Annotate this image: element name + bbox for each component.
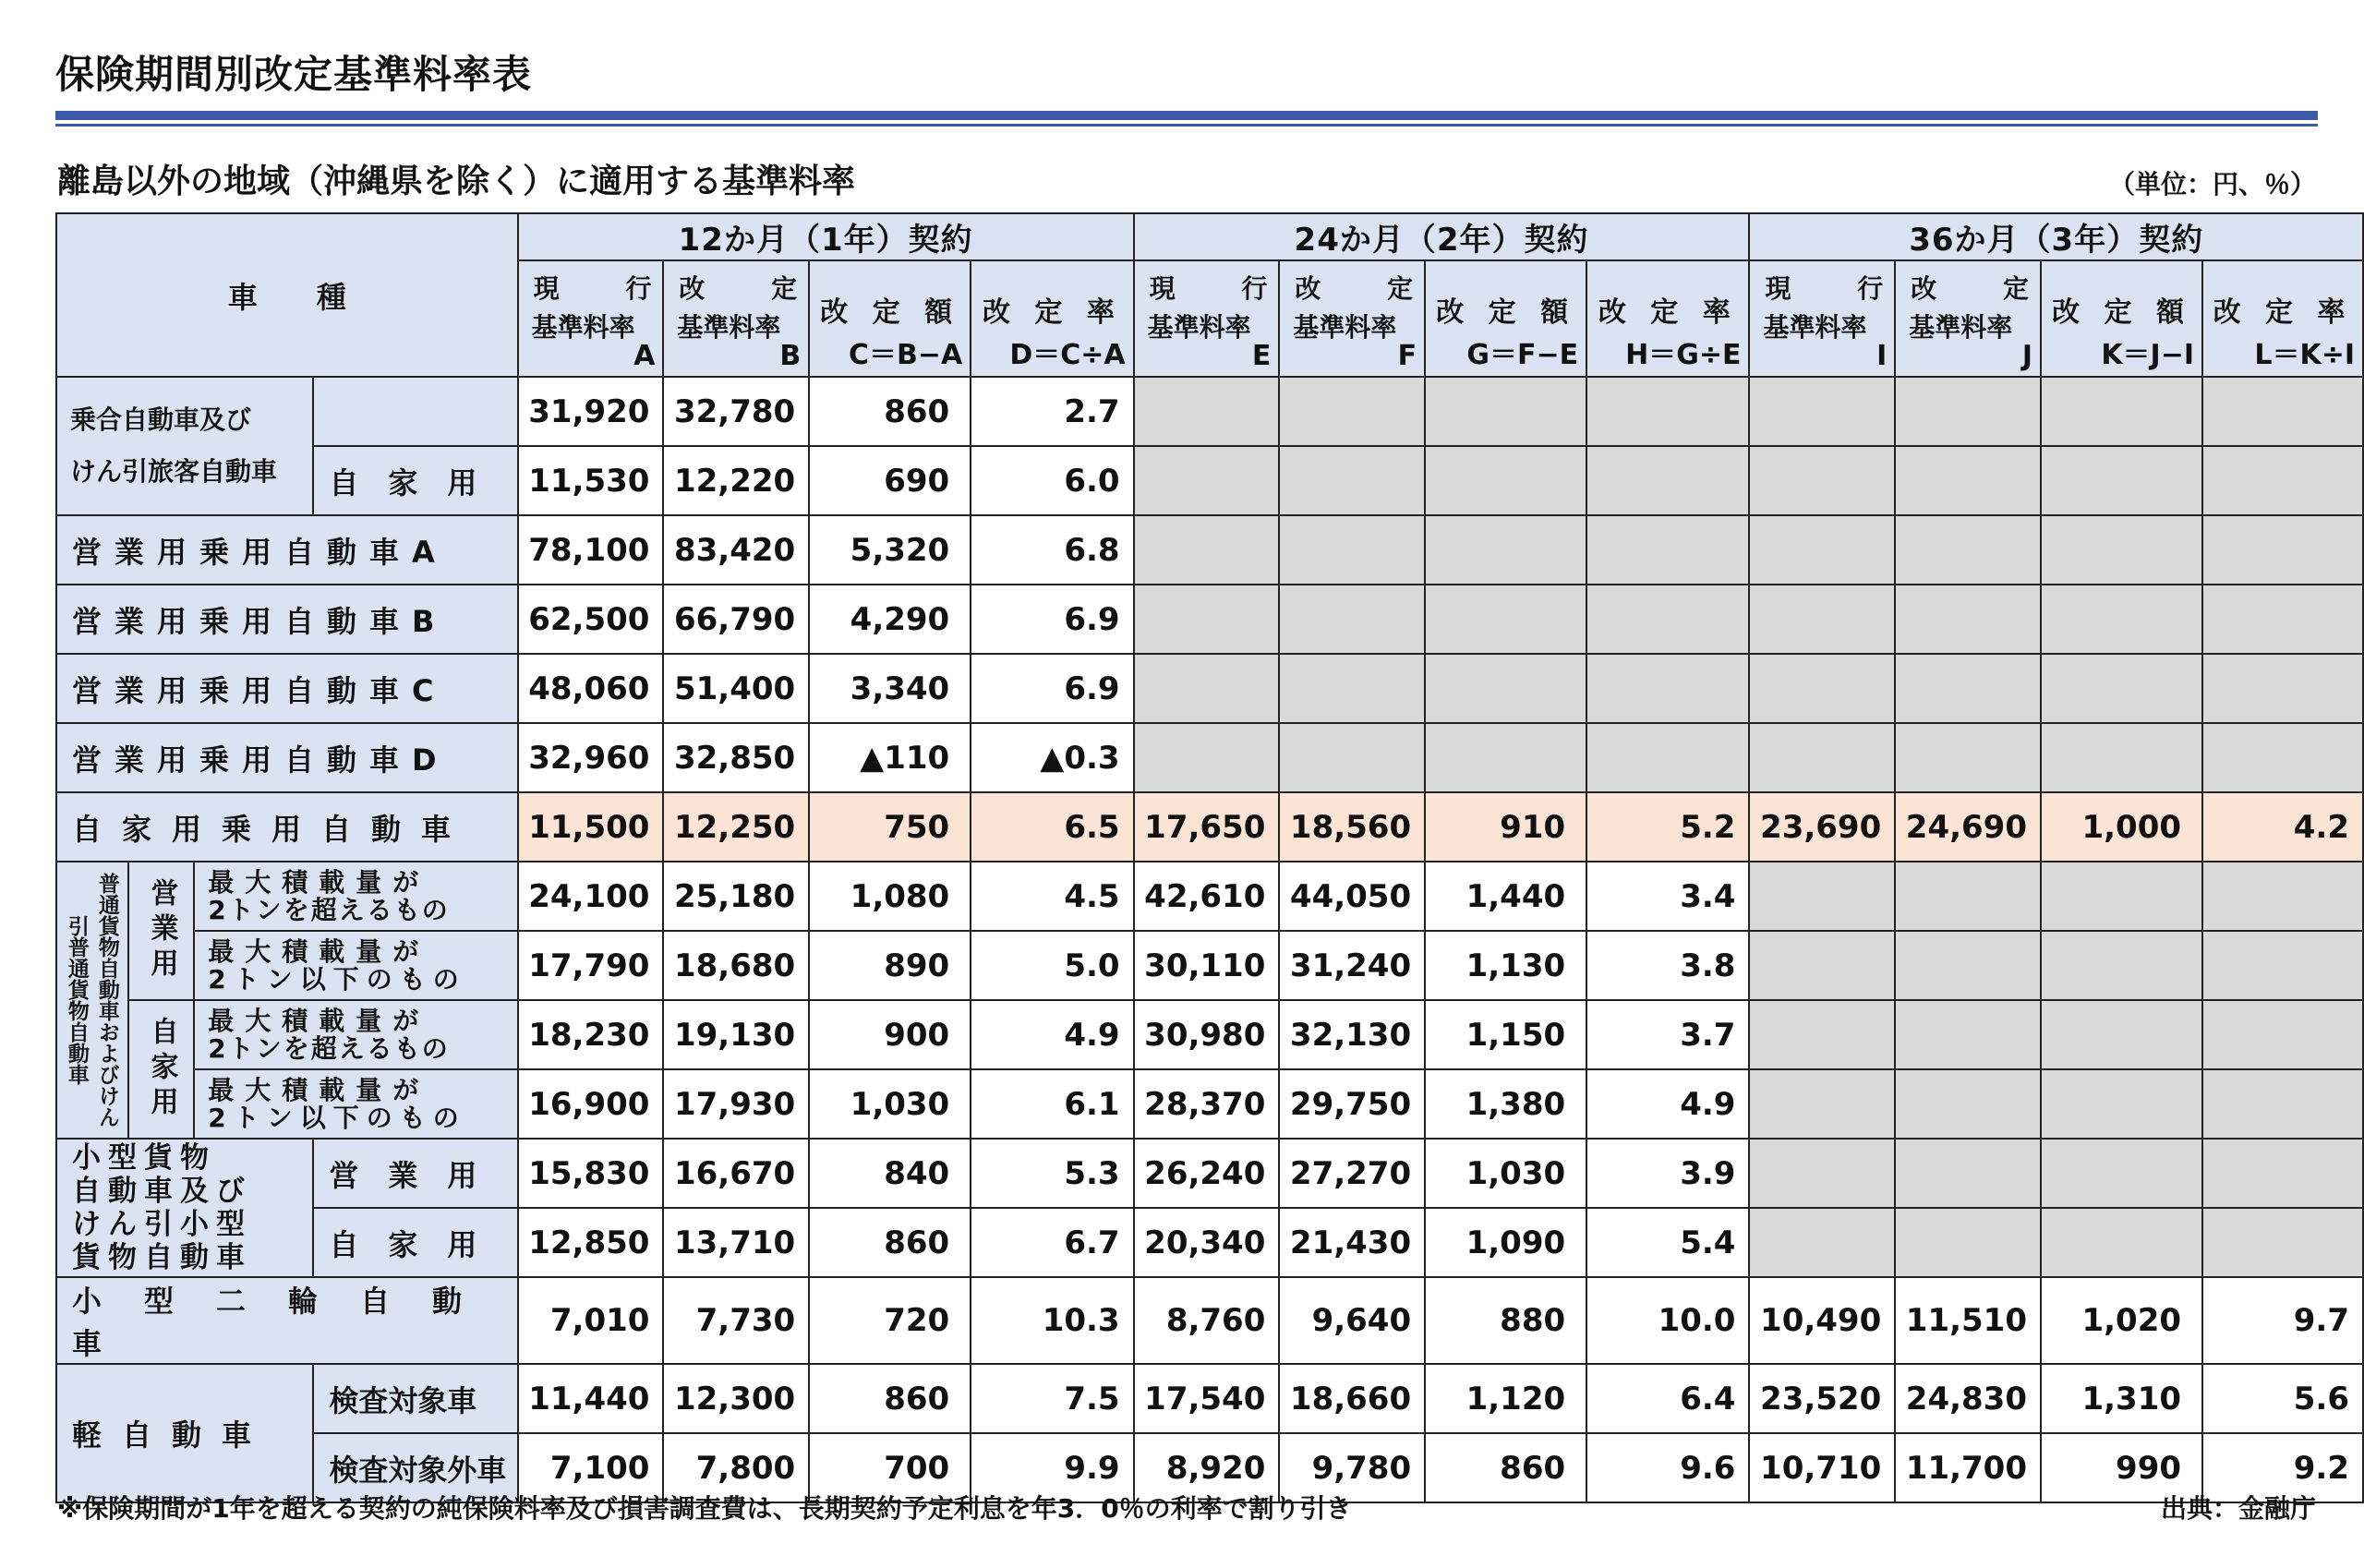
cell: 990	[2041, 1433, 2202, 1502]
cell: 24,100	[518, 862, 664, 931]
title-rule	[55, 111, 2318, 120]
unit-note: （単位：円、％）	[2108, 169, 2316, 199]
cell: 30,980	[1134, 1000, 1280, 1069]
cell: 24,690	[1895, 792, 2041, 862]
col-e-header: 現 行 基準料率 E	[1134, 260, 1280, 377]
cell: 17,650	[1134, 792, 1280, 862]
cell: 880	[1425, 1277, 1586, 1364]
cell: 9.7	[2202, 1277, 2363, 1364]
cell: 9.2	[2202, 1433, 2363, 1502]
cell: 15,830	[518, 1139, 664, 1208]
cell: 720	[809, 1277, 971, 1364]
cell: 1,030	[1425, 1139, 1586, 1208]
vehicle-type-header: 車 種	[56, 213, 518, 377]
cell: 5.2	[1586, 792, 1749, 862]
cell: 18,560	[1279, 792, 1425, 862]
col-h-header: 改 定 率 H＝G÷E	[1586, 260, 1749, 377]
cell: 48,060	[518, 654, 664, 723]
cell: 860	[1425, 1433, 1586, 1502]
cell: 5.3	[971, 1139, 1133, 1208]
cell: 17,930	[663, 1069, 809, 1139]
cell: 3.9	[1586, 1139, 1749, 1208]
cell: 10,710	[1749, 1433, 1895, 1502]
cell: 860	[809, 1364, 971, 1433]
col-f-header: 改 定 基準料率 F	[1279, 260, 1425, 377]
cell: 32,130	[1279, 1000, 1425, 1069]
cell: 1,310	[2041, 1364, 2202, 1433]
cell: 8,920	[1134, 1433, 1280, 1502]
cell: 13,710	[663, 1208, 809, 1277]
cell: 6.1	[971, 1069, 1133, 1139]
row-label-over-2t: 最大積載量が 2トンを超えるもの	[194, 1000, 517, 1069]
cell: 20,340	[1134, 1208, 1280, 1277]
cell: 12,300	[663, 1364, 809, 1433]
page-title: 保険期間別改定基準料率表	[55, 52, 533, 97]
cell: 10.0	[1586, 1277, 1749, 1364]
cell: 5,320	[809, 515, 971, 585]
row-label-kei-not-inspected: 検査対象外車	[313, 1433, 517, 1502]
cell: 1,000	[2041, 792, 2202, 862]
cell: 6.7	[971, 1208, 1133, 1277]
col-d-header: 改 定 率 D＝C÷A	[971, 260, 1133, 377]
row-label-truck-commercial: 営業用	[128, 862, 194, 1000]
cell: 840	[809, 1139, 971, 1208]
row-label-comm-b: 営業用乗用自動車B	[56, 585, 518, 654]
row-label-comm-a: 営業用乗用自動車A	[56, 515, 518, 585]
cell: 16,670	[663, 1139, 809, 1208]
row-label-small-commercial: 営 業 用	[313, 1139, 517, 1208]
cell: 5.0	[971, 931, 1133, 1000]
row-label-motorcycle: 小型二輪自動車	[56, 1277, 518, 1364]
cell: 18,230	[518, 1000, 664, 1069]
cell: 16,900	[518, 1069, 664, 1139]
cell: 4.9	[1586, 1069, 1749, 1139]
col-j-header: 改 定 基準料率 J	[1895, 260, 2041, 377]
cell: 17,790	[518, 931, 664, 1000]
cell: 11,440	[518, 1364, 664, 1433]
cell: 12,220	[663, 446, 809, 515]
cell: 7.5	[971, 1364, 1133, 1433]
cell: 6.4	[1586, 1364, 1749, 1433]
cell: 27,270	[1279, 1139, 1425, 1208]
row-label-kei: 軽自動車	[56, 1364, 313, 1502]
source-note: 出典：金融庁	[2160, 1493, 2316, 1524]
cell: 1,150	[1425, 1000, 1586, 1069]
cell: 3.8	[1586, 931, 1749, 1000]
cell: 31,920	[518, 377, 664, 446]
cell: 11,510	[1895, 1277, 2041, 1364]
cell: 78,100	[518, 515, 664, 585]
cell: 4,290	[809, 585, 971, 654]
cell: 2.7	[971, 377, 1133, 446]
group-36m-header: 36か月（3年）契約	[1749, 213, 2363, 260]
cell: 11,500	[518, 792, 664, 862]
cell: 4.9	[971, 1000, 1133, 1069]
cell: 28,370	[1134, 1069, 1280, 1139]
cell: 6.8	[971, 515, 1133, 585]
cell: 1,440	[1425, 862, 1586, 931]
cell: 18,660	[1279, 1364, 1425, 1433]
cell: 700	[809, 1433, 971, 1502]
cell: 9.9	[971, 1433, 1133, 1502]
col-k-header: 改 定 額 K＝J−I	[2041, 260, 2202, 377]
row-label-comm-c: 営業用乗用自動車C	[56, 654, 518, 723]
cell: 860	[809, 377, 971, 446]
cell: 900	[809, 1000, 971, 1069]
cell: 10.3	[971, 1277, 1133, 1364]
cell: 62,500	[518, 585, 664, 654]
cell: 19,130	[663, 1000, 809, 1069]
row-label-truck-group: 普通貨物自動車およびけん引普通貨物自動車	[56, 862, 128, 1139]
cell: 5.4	[1586, 1208, 1749, 1277]
cell: 18,680	[663, 931, 809, 1000]
cell: 7,730	[663, 1277, 809, 1364]
cell: 11,530	[518, 446, 664, 515]
col-b-header: 改 定 基準料率 B	[663, 260, 809, 377]
cell: 9,640	[1279, 1277, 1425, 1364]
row-label-under-2t: 最大積載量が 2トン以下のもの	[194, 1069, 517, 1139]
row-label-truck-private: 自家用	[128, 1000, 194, 1139]
row-label-private-car: 自家用乗用自動車	[56, 792, 518, 862]
cell: 1,130	[1425, 931, 1586, 1000]
row-label-under-2t: 最大積載量が 2トン以下のもの	[194, 931, 517, 1000]
cell: 4.5	[971, 862, 1133, 931]
cell: 30,110	[1134, 931, 1280, 1000]
cell: 750	[809, 792, 971, 862]
cell: 25,180	[663, 862, 809, 931]
cell: 42,610	[1134, 862, 1280, 931]
table-subtitle: 離島以外の地域（沖縄県を除く）に適用する基準料率	[57, 163, 856, 200]
cell: 51,400	[663, 654, 809, 723]
cell: 1,090	[1425, 1208, 1586, 1277]
cell: 690	[809, 446, 971, 515]
row-label-small-private: 自 家 用	[313, 1208, 517, 1277]
cell: 8,760	[1134, 1277, 1280, 1364]
cell: 83,420	[663, 515, 809, 585]
cell: 1,030	[809, 1069, 971, 1139]
col-g-header: 改 定 額 G＝F−E	[1425, 260, 1586, 377]
cell: 12,850	[518, 1208, 664, 1277]
cell: 3.4	[1586, 862, 1749, 931]
row-label-small-truck: 小型貨物 自動車及び けん引小型 貨物自動車	[56, 1139, 313, 1277]
cell: 6.9	[971, 654, 1133, 723]
cell: 4.2	[2202, 792, 2363, 862]
cell: 31,240	[1279, 931, 1425, 1000]
cell: 1,380	[1425, 1069, 1586, 1139]
cell: 11,700	[1895, 1433, 2041, 1502]
cell: 6.5	[971, 792, 1133, 862]
cell: 17,540	[1134, 1364, 1280, 1433]
cell: 32,850	[663, 723, 809, 792]
cell: 1,020	[2041, 1277, 2202, 1364]
cell: 7,800	[663, 1433, 809, 1502]
cell: 7,100	[518, 1433, 664, 1502]
cell: 12,250	[663, 792, 809, 862]
col-a-header: 現 行 基準料率 A	[518, 260, 664, 377]
cell: 44,050	[1279, 862, 1425, 931]
group-24m-header: 24か月（2年）契約	[1134, 213, 1750, 260]
row-label-kei-inspected: 検査対象車	[313, 1364, 517, 1433]
cell: 66,790	[663, 585, 809, 654]
cell: 32,960	[518, 723, 664, 792]
cell: 6.9	[971, 585, 1133, 654]
cell: 890	[809, 931, 971, 1000]
col-i-header: 現 行 基準料率 I	[1749, 260, 1895, 377]
cell: 910	[1425, 792, 1586, 862]
cell: 23,690	[1749, 792, 1895, 862]
row-label-comm-d: 営業用乗用自動車D	[56, 723, 518, 792]
cell: 9,780	[1279, 1433, 1425, 1502]
cell: 9.6	[1586, 1433, 1749, 1502]
cell: 3.7	[1586, 1000, 1749, 1069]
col-l-header: 改 定 率 L＝K÷I	[2202, 260, 2363, 377]
cell: 26,240	[1134, 1139, 1280, 1208]
cell: 6.0	[971, 446, 1133, 515]
row-label-bus-private: 自 家 用	[313, 446, 517, 515]
group-12m-header: 12か月（1年）契約	[518, 213, 1134, 260]
cell: 5.6	[2202, 1364, 2363, 1433]
cell: 7,010	[518, 1277, 664, 1364]
title-rule-thin	[55, 124, 2318, 127]
cell: 860	[809, 1208, 971, 1277]
cell: ▲110	[809, 723, 971, 792]
cell: 1,080	[809, 862, 971, 931]
cell: 10,490	[1749, 1277, 1895, 1364]
row-label-bus: 乗合自動車及び けん引旅客自動車	[56, 377, 313, 515]
rate-table	[55, 212, 2364, 1503]
cell: 29,750	[1279, 1069, 1425, 1139]
cell: 3,340	[809, 654, 971, 723]
cell: 24,830	[1895, 1364, 2041, 1433]
row-label-over-2t: 最大積載量が 2トンを超えるもの	[194, 862, 517, 931]
footnote: ※保険期間が1年を超える契約の純保険料率及び損害調査費は、長期契約予定利息を年3．0％の利率で割り引き	[57, 1493, 1352, 1524]
cell: ▲0.3	[971, 723, 1133, 792]
cell: 21,430	[1279, 1208, 1425, 1277]
cell: 32,780	[663, 377, 809, 446]
row-label-bus-blank	[313, 377, 517, 446]
col-c-header: 改 定 額 C＝B−A	[809, 260, 971, 377]
cell: 23,520	[1749, 1364, 1895, 1433]
cell: 1,120	[1425, 1364, 1586, 1433]
